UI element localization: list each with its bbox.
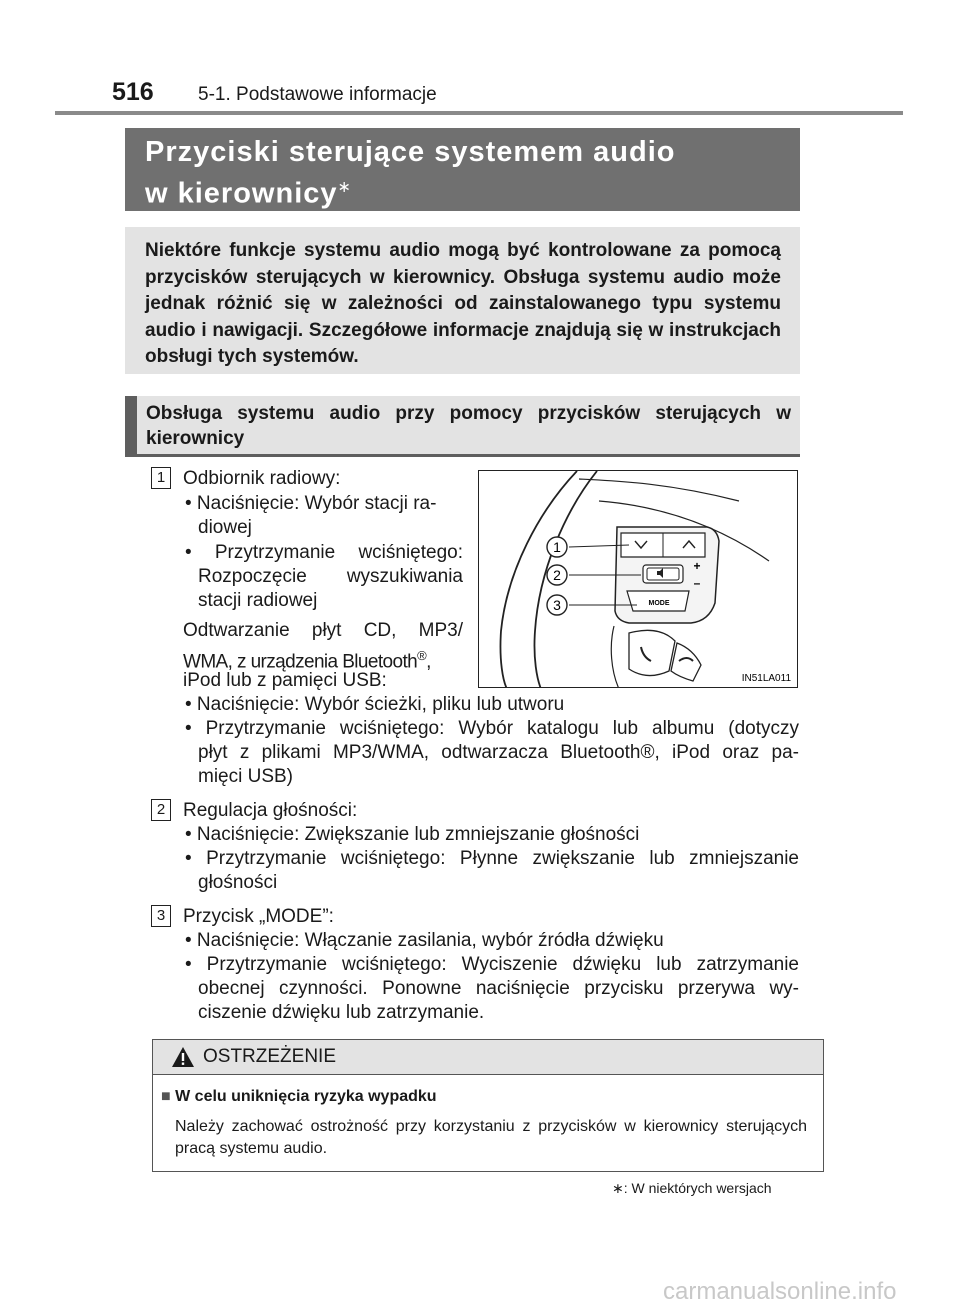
steering-wheel-drawing <box>479 471 798 688</box>
warning-header <box>153 1040 823 1075</box>
bullet-text-cont: stacji radiowej <box>198 590 318 611</box>
bullet-text: • Przytrzymanie wciśniętego: Wyciszenie dźwięku lub zatrzymanie <box>185 954 799 975</box>
bullet-text-cont: diowej <box>198 517 252 538</box>
warning-triangle-icon <box>171 1046 195 1068</box>
page-title-box <box>125 128 800 211</box>
item-sublabel: iPod lub z pamięci USB: <box>183 670 387 691</box>
bullet-text: • Naciśnięcie: Zwiększanie lub zmniejszanie głośności <box>185 824 640 845</box>
header-divider <box>55 111 903 115</box>
subheading-text: Obsługa systemu audio przy pomocy przycisków sterujących w kierownicy <box>146 403 791 449</box>
warning-title: OSTRZEŻENIE <box>203 1046 337 1067</box>
footnote <box>612 1180 772 1197</box>
bullet-text-cont: ciszenie dźwięku lub zatrzymanie. <box>198 1002 485 1023</box>
square-bullet-icon: ■ <box>161 1088 171 1105</box>
item-sublabel-text: WMA, z urządzenia Bluetooth <box>183 651 418 673</box>
item-number-badge: 3 <box>151 905 171 927</box>
warning-subheading-text: W celu uniknięcia ryzyka wypadku <box>175 1088 437 1105</box>
intro-text: Niektóre funkcje systemu audio mogą być kontrolowane za pomocą przycisków sterujących w kierownicy. Obsługa systemu audio może jednak różnić się w zależności od zainstalowanego typu systemu audio i nawigacji. Szczegółowe informacje znajdują się w instrukcjach obsługi tych systemów. <box>145 240 781 367</box>
bullet-text-cont: głośności <box>198 872 278 893</box>
subheading-divider <box>125 454 800 457</box>
registered-mark: ® <box>417 648 427 663</box>
callout-1: 1 <box>553 539 561 555</box>
bullet-text-cont: Rozpoczęcie wyszukiwania <box>198 566 463 587</box>
figure-code: IN51LA011 <box>741 673 791 684</box>
bullet-text-cont: obecnej czynności. Ponowne naciśnięcie przycisku przerywa wy- <box>198 978 799 999</box>
warning-subheading <box>161 1088 437 1106</box>
asterisk-mark: ∗ <box>337 179 352 196</box>
item-label: Przycisk „MODE”: <box>183 906 334 927</box>
bullet-text: • Naciśnięcie: Włączanie zasilania, wybór źródła dźwięku <box>185 930 664 951</box>
asterisk-mark: ∗ <box>612 1180 624 1196</box>
bullet-text-cont: płyt z plikami MP3/WMA, odtwarzacza Bluetooth®, iPod oraz pa- <box>198 742 799 763</box>
bullet-text: • Naciśnięcie: Wybór stacji ra- <box>185 493 437 514</box>
page-title-line1: Przyciski sterujące systemem audio <box>145 136 676 168</box>
page-title <box>145 134 675 212</box>
item-label: Odbiornik radiowy: <box>183 468 341 489</box>
warning-body: Należy zachować ostrożność przy korzystaniu z przycisków w kierownicy sterujących pracą systemu audio. <box>175 1118 807 1157</box>
item-number-badge: 1 <box>151 467 171 489</box>
bullet-text: • Przytrzymanie wciśniętego: Płynne zwiększanie lub zmniejszanie <box>185 848 799 869</box>
bullet-text: • Naciśnięcie: Wybór ścieżki, pliku lub utworu <box>185 694 565 715</box>
page-title-line2: w kierownicy <box>145 177 338 210</box>
mode-button-label: MODE <box>648 600 670 607</box>
subheading-box <box>125 396 800 454</box>
item-label: Regulacja głośności: <box>183 800 358 821</box>
watermark: carmanualsonline.info <box>663 1278 897 1305</box>
bullet-text: • Przytrzymanie wciśniętego: <box>185 542 463 563</box>
bullet-text-cont: mięci USB) <box>198 766 294 787</box>
steering-wheel-controls-illustration <box>478 470 798 688</box>
callout-2: 2 <box>553 567 561 583</box>
section-title: 5-1. Podstawowe informacje <box>198 84 437 105</box>
item-number-badge: 2 <box>151 799 171 821</box>
page-number: 516 <box>112 78 154 106</box>
warning-box <box>152 1039 824 1172</box>
volume-minus-label: – <box>693 576 701 590</box>
volume-plus-label: + <box>693 559 701 573</box>
item-sublabel-comma: , <box>426 651 431 673</box>
item-sublabel: Odtwarzanie płyt CD, MP3/ <box>183 620 463 641</box>
footnote-text: : W niektórych wersjach <box>623 1180 772 1196</box>
callout-3: 3 <box>553 597 561 613</box>
bullet-text: • Przytrzymanie wciśniętego: Wybór katalogu lub albumu (dotyczy <box>185 718 799 739</box>
intro-box <box>125 227 800 374</box>
